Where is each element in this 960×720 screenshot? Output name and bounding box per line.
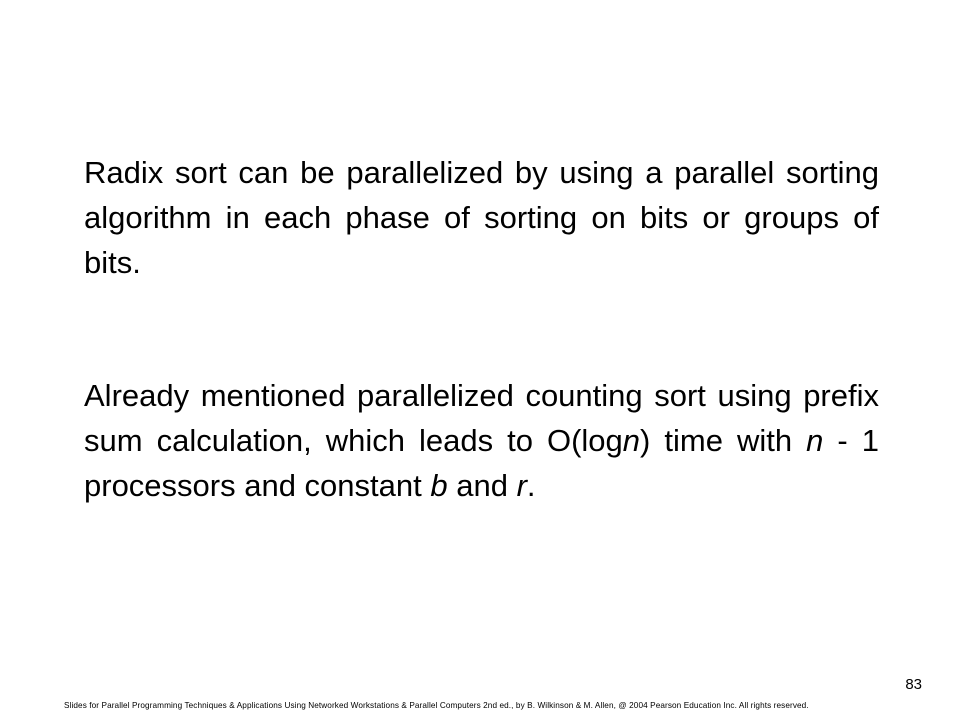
paragraph2-text-2: ) time with bbox=[640, 423, 807, 458]
paragraph2-var-n: n bbox=[806, 423, 824, 458]
paragraph2-text-3: - 1 processors and constant bbox=[84, 423, 879, 503]
paragraph-radix-sort: Radix sort can be parallelized by using a parallel sorting algorithm in each phase of sorting on bits or groups of bits. bbox=[84, 155, 879, 280]
paragraph2-text-5: . bbox=[526, 468, 536, 503]
paragraph2-var-r: r bbox=[516, 468, 527, 503]
paragraph2-var-b: b bbox=[430, 468, 448, 503]
paragraph2-text-1: Already mentioned parallelized counting sort using prefix sum calculation, which leads to O(log bbox=[84, 378, 879, 458]
paragraph-counting-sort bbox=[84, 373, 879, 508]
paragraph2-var-n: n bbox=[622, 423, 641, 458]
footer-copyright: Slides for Parallel Programming Techniques & Applications Using Networked Workstations & Parallel Computers 2nd ed., by B. Wilkinson & M. Allen, @ 2004 Pearson Education Inc. All rights reserved. bbox=[64, 701, 809, 710]
page-number: 83 bbox=[905, 676, 922, 693]
paragraph2-text-4: and bbox=[447, 468, 517, 503]
